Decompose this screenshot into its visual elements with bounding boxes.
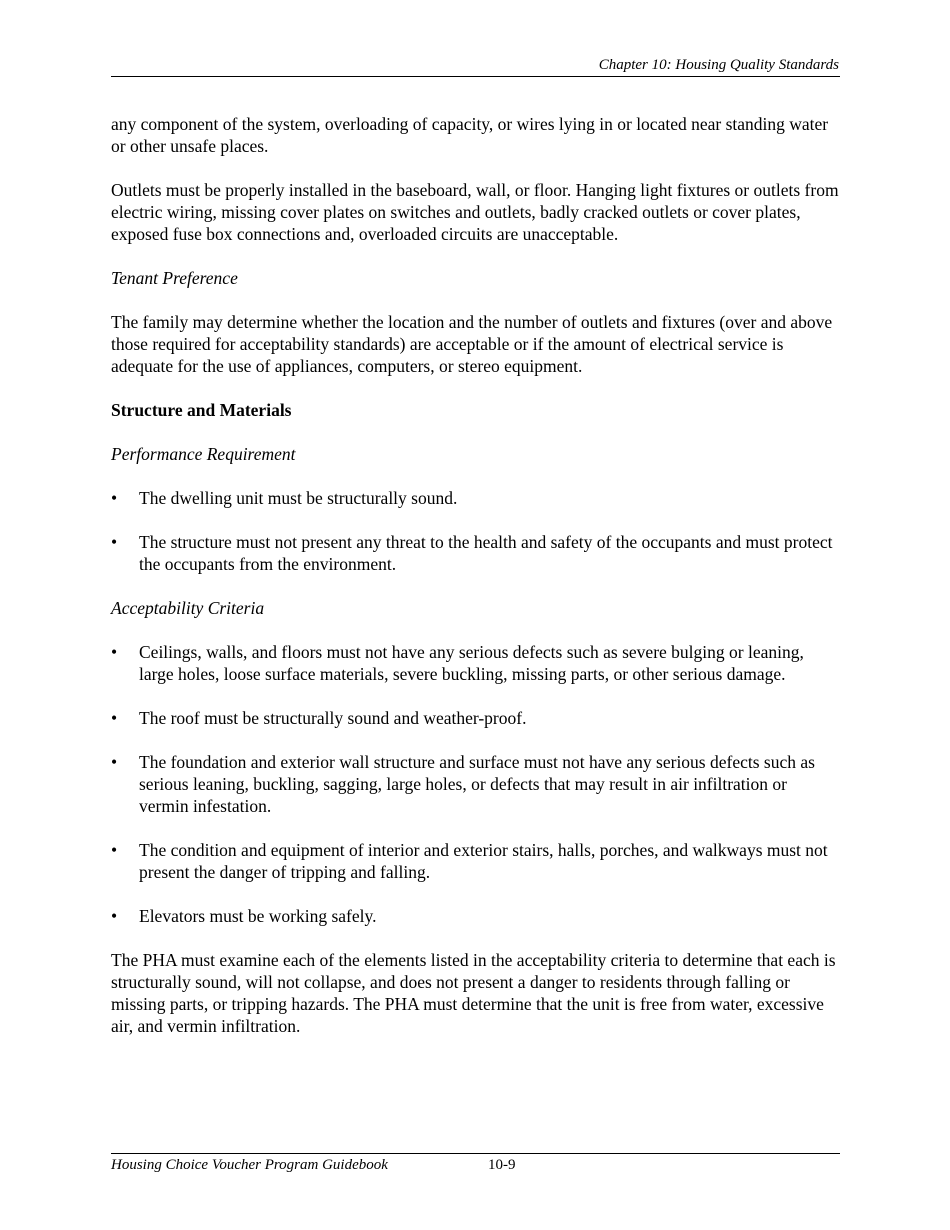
subheading-acceptability-criteria: Acceptability Criteria [111, 598, 265, 618]
section-heading-structure-materials: Structure and Materials [111, 400, 292, 420]
bullet-icon: • [111, 488, 118, 508]
performance-list [111, 487, 840, 575]
list-item [111, 707, 840, 729]
guidebook-title: Housing Choice Voucher Program Guidebook [111, 1157, 388, 1173]
list-item-text: The foundation and exterior wall structure and surface must not have any serious defects such as serious leaning, buckling, sagging, large holes, or defects that may result in air infiltration or vermin infestation. [139, 752, 815, 816]
list-item [111, 531, 840, 575]
bullet-icon: • [111, 708, 118, 728]
list-item [111, 839, 840, 883]
list-item-text: The condition and equipment of interior and exterior stairs, halls, porches, and walkways must not present the danger of tripping and falling. [139, 840, 828, 882]
page-number: 10-9 [488, 1157, 516, 1173]
bullet-icon: • [111, 642, 118, 662]
list-item [111, 751, 840, 817]
bullet-icon: • [111, 906, 118, 926]
list-item [111, 641, 840, 685]
acceptability-list [111, 641, 840, 927]
paragraph: The family may determine whether the location and the number of outlets and fixtures (over and above those required for acceptability standards) are acceptable or if the amount of electrical service is adequate for the use of appliances, computers, or stereo equipment. [111, 312, 833, 376]
subheading-performance-requirement: Performance Requirement [111, 444, 296, 464]
paragraph: any component of the system, overloading of capacity, or wires lying in or located near standing water or other unsafe places. [111, 114, 829, 156]
chapter-title: Chapter 10: Housing Quality Standards [598, 57, 839, 73]
paragraph: The PHA must examine each of the elements listed in the acceptability criteria to determine that each is structurally sound, will not collapse, and does not present a danger to residents through falling or missing parts, or tripping hazards. The PHA must determine that the unit is free from water, excessive air, and vermin infiltration. [111, 950, 836, 1036]
list-item-text: The dwelling unit must be structurally sound. [139, 488, 458, 508]
bullet-icon: • [111, 532, 118, 552]
page-header [111, 56, 840, 77]
list-item-text: The structure must not present any threat to the health and safety of the occupants and must protect the occupants from the environment. [139, 532, 833, 574]
subheading-tenant-preference: Tenant Preference [111, 268, 238, 288]
list-item-text: The roof must be structurally sound and weather-proof. [139, 708, 527, 728]
document-body [111, 113, 840, 1059]
bullet-icon: • [111, 752, 118, 772]
list-item-text: Ceilings, walls, and floors must not have any serious defects such as severe bulging or leaning, large holes, loose surface materials, severe buckling, missing parts, or other serious damage. [139, 642, 804, 684]
page-footer [111, 1153, 840, 1174]
list-item [111, 905, 840, 927]
paragraph: Outlets must be properly installed in the baseboard, wall, or floor. Hanging light fixtures or outlets from electric wiring, missing cover plates on switches and outlets, badly cracked outlets or cover plates, exposed fuse box connections and, overloaded circuits are unacceptable. [111, 180, 839, 244]
list-item [111, 487, 840, 509]
bullet-icon: • [111, 840, 118, 860]
list-item-text: Elevators must be working safely. [139, 906, 377, 926]
